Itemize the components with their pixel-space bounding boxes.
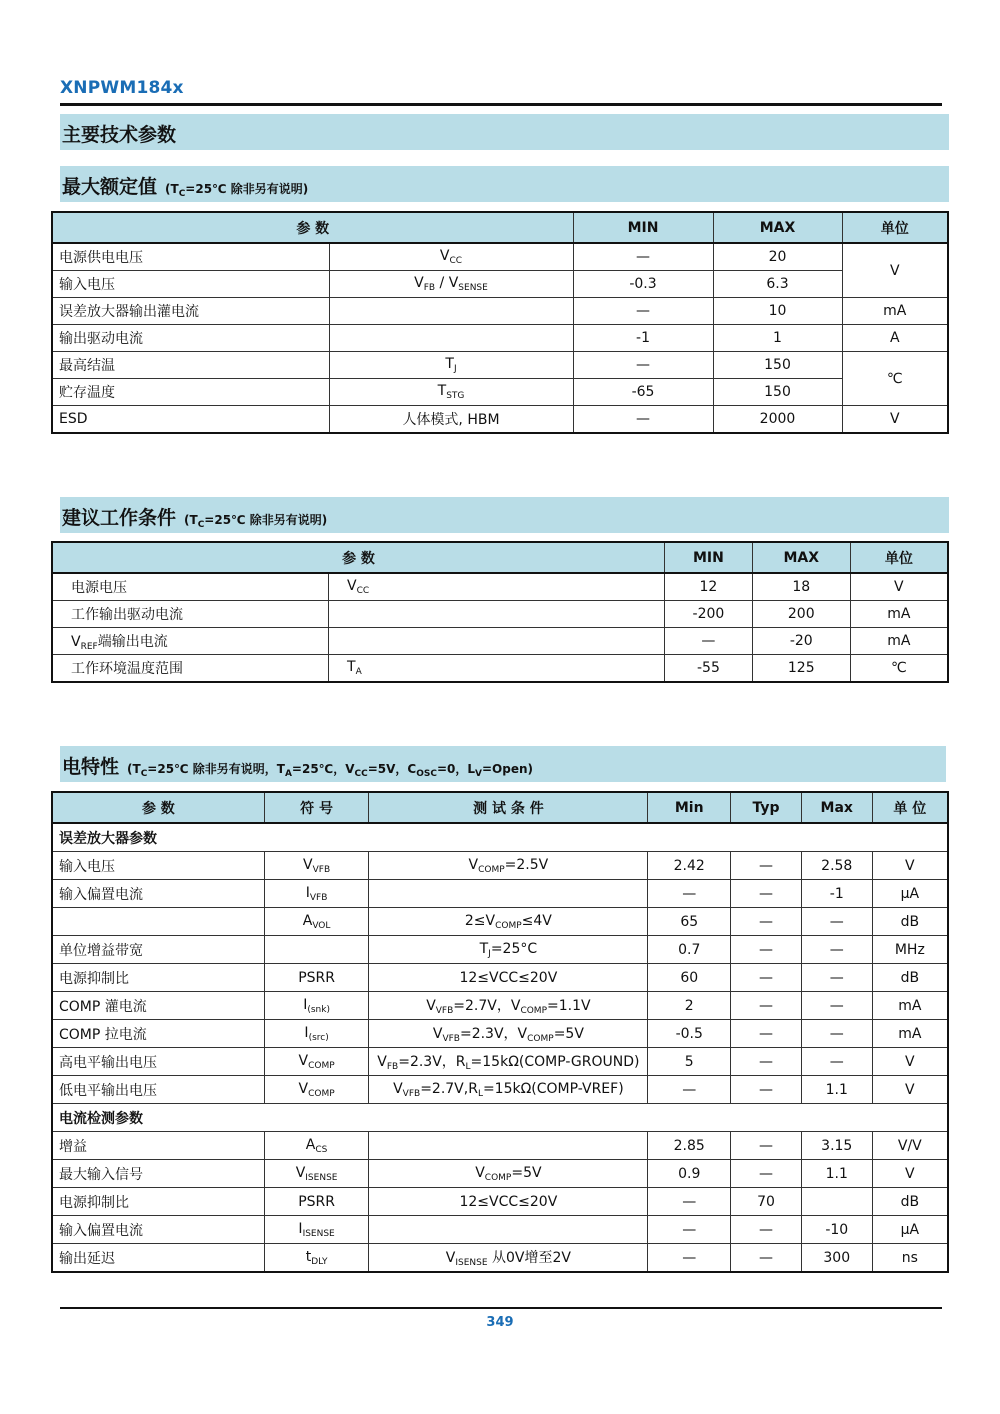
unit-value: mA xyxy=(850,628,948,655)
page-number: 349 xyxy=(486,1315,514,1330)
min-value: 0.7 xyxy=(648,936,731,964)
param-symbol: $V_{CC}$ xyxy=(329,243,573,271)
test-condition xyxy=(369,1132,648,1160)
table-row xyxy=(52,379,948,406)
param-name: $V_{REF}$端输出电流 xyxy=(52,628,329,655)
unit-value: ℃ xyxy=(842,352,948,406)
typ-value: — xyxy=(731,1216,802,1244)
min-value: -55 xyxy=(665,655,753,683)
typ-value: — xyxy=(731,1132,802,1160)
table-row xyxy=(52,1244,948,1273)
param-name: 低电平输出电压 xyxy=(52,1076,264,1104)
param-symbol xyxy=(329,628,665,655)
param-symbol: $V_{COMP}$ xyxy=(264,1076,369,1104)
unit-value: A xyxy=(842,325,948,352)
unit-value: V/V xyxy=(872,1132,948,1160)
typ-value: — xyxy=(731,1048,802,1076)
param-symbol: $T_A$ xyxy=(329,655,665,683)
max-value: — xyxy=(801,1020,872,1048)
col-header-max: Max xyxy=(801,792,872,823)
typ-value: — xyxy=(731,992,802,1020)
typ-value: — xyxy=(731,852,802,880)
test-condition: 12≤VCC≤20V xyxy=(369,1188,648,1216)
test-condition: 12≤VCC≤20V xyxy=(369,964,648,992)
table-row xyxy=(52,880,948,908)
param-name: 输入电压 xyxy=(52,852,264,880)
param-name xyxy=(52,908,264,936)
table-row xyxy=(52,936,948,964)
max-value: 150 xyxy=(713,352,842,379)
main-heading-band xyxy=(60,114,949,150)
param-name: 电源抑制比 xyxy=(52,964,264,992)
max-value: 1.1 xyxy=(801,1160,872,1188)
unit-value: V xyxy=(872,1048,948,1076)
param-symbol xyxy=(264,936,369,964)
min-value: 60 xyxy=(648,964,731,992)
rec-op-condition: ($T_C=25℃$ 除非另有说明) xyxy=(184,513,328,530)
table-row xyxy=(52,628,948,655)
test-condition: $V_{VFB}=2.7V,R_L=15k\Omega(COMP-VREF)$ xyxy=(369,1076,648,1104)
param-name: 输入偏置电流 xyxy=(52,880,264,908)
table-row xyxy=(52,1160,948,1188)
unit-value: MHz xyxy=(872,936,948,964)
param-symbol: $I_{(src)}$ xyxy=(264,1020,369,1048)
typ-value: — xyxy=(731,964,802,992)
param-name: 增益 xyxy=(52,1132,264,1160)
param-symbol: PSRR xyxy=(264,964,369,992)
table-row xyxy=(52,1132,948,1160)
unit-value: mA xyxy=(872,992,948,1020)
max-value: — xyxy=(801,992,872,1020)
param-name: 输出驱动电流 xyxy=(52,325,329,352)
col-header-max: MAX xyxy=(713,212,842,243)
col-header-condition: 测 试 条 件 xyxy=(369,792,648,823)
unit-value: μA xyxy=(872,1216,948,1244)
typ-value: — xyxy=(731,908,802,936)
table-row xyxy=(52,964,948,992)
param-name: 最大输入信号 xyxy=(52,1160,264,1188)
typ-value: — xyxy=(731,1244,802,1273)
max-value: -1 xyxy=(801,880,872,908)
unit-value: V xyxy=(842,243,948,298)
param-symbol: 人体模式, HBM xyxy=(329,406,573,434)
min-value: 0.9 xyxy=(648,1160,731,1188)
param-symbol xyxy=(329,298,573,325)
elec-condition: ($T_C=25℃$ 除非另有说明，$T_A=25℃$，$V_{CC}=5V$，$C_{OSC}=0$，$L_V=Open$) xyxy=(127,762,534,779)
col-header-min: Min xyxy=(648,792,731,823)
min-value: — xyxy=(648,880,731,908)
param-symbol: $A_{VOL}$ xyxy=(264,908,369,936)
unit-value: ℃ xyxy=(850,655,948,683)
param-symbol: $t_{DLY}$ xyxy=(264,1244,369,1273)
col-header-min: MIN xyxy=(573,212,713,243)
unit-value: V xyxy=(872,1076,948,1104)
col-header-param: 参 数 xyxy=(52,792,264,823)
max-value xyxy=(801,1188,872,1216)
param-symbol: $I_{ISENSE}$ xyxy=(264,1216,369,1244)
section-row-current-sense xyxy=(52,1104,948,1132)
min-value: 12 xyxy=(665,573,753,601)
typ-value: 70 xyxy=(731,1188,802,1216)
unit-value: dB xyxy=(872,908,948,936)
max-value: 6.3 xyxy=(713,271,842,298)
unit-value: V xyxy=(872,1160,948,1188)
param-symbol: $V_{CC}$ xyxy=(329,573,665,601)
table-row xyxy=(52,1216,948,1244)
rec-op-band xyxy=(60,497,949,533)
param-name: 工作输出驱动电流 xyxy=(52,601,329,628)
min-value: -65 xyxy=(573,379,713,406)
unit-value: V xyxy=(872,852,948,880)
max-value: 200 xyxy=(752,601,850,628)
unit-value: dB xyxy=(872,1188,948,1216)
min-value: 2 xyxy=(648,992,731,1020)
test-condition: $V_{FB}=2.3V$，$R_L=15k\Omega(COMP-GROUND)$ xyxy=(369,1048,648,1076)
test-condition xyxy=(369,880,648,908)
main-heading: 主要技术参数 xyxy=(62,124,177,146)
min-value: — xyxy=(573,352,713,379)
col-header-typ: Typ xyxy=(731,792,802,823)
param-symbol: $I_{(snk)}$ xyxy=(264,992,369,1020)
unit-value: ns xyxy=(872,1244,948,1273)
table-row xyxy=(52,271,948,298)
col-header-param: 参 数 xyxy=(52,212,573,243)
col-header-unit: 单位 xyxy=(850,542,948,573)
param-symbol: $T_{STG}$ xyxy=(329,379,573,406)
param-symbol: $T_J$ xyxy=(329,352,573,379)
max-value: -10 xyxy=(801,1216,872,1244)
param-symbol: $A_{CS}$ xyxy=(264,1132,369,1160)
table-row xyxy=(52,655,948,683)
col-header-symbol: 符 号 xyxy=(264,792,369,823)
max-value: 2.58 xyxy=(801,852,872,880)
max-value: 125 xyxy=(752,655,850,683)
max-value: 1.1 xyxy=(801,1076,872,1104)
param-name: 工作环境温度范围 xyxy=(52,655,329,683)
max-value: 300 xyxy=(801,1244,872,1273)
table-row xyxy=(52,298,948,325)
rec-op-heading: 建议工作条件 ($T_C=25℃$ 除非另有说明) xyxy=(62,507,328,530)
footer-rule xyxy=(60,1307,942,1309)
table-row xyxy=(52,325,948,352)
elec-table xyxy=(51,791,949,1273)
table-row xyxy=(52,1020,948,1048)
param-symbol: $V_{VFB}$ xyxy=(264,852,369,880)
section-title: 误差放大器参数 xyxy=(52,823,948,852)
min-value: -1 xyxy=(573,325,713,352)
table-header-row xyxy=(52,212,948,243)
typ-value: — xyxy=(731,1160,802,1188)
table-header-row xyxy=(52,542,948,573)
max-value: 1 xyxy=(713,325,842,352)
max-value: -20 xyxy=(752,628,850,655)
param-name: 输出延迟 xyxy=(52,1244,264,1273)
abs-max-band xyxy=(60,166,949,202)
param-name: 电源电压 xyxy=(52,573,329,601)
param-name: 电源供电电压 xyxy=(52,243,329,271)
document-title: XNPWM184x xyxy=(60,78,184,98)
test-condition: $2\le V_{COMP}\le 4V$ xyxy=(369,908,648,936)
table-row xyxy=(52,992,948,1020)
min-value: — xyxy=(648,1188,731,1216)
max-value: 3.15 xyxy=(801,1132,872,1160)
param-symbol: $I_{VFB}$ xyxy=(264,880,369,908)
unit-value: mA xyxy=(850,601,948,628)
max-value: — xyxy=(801,1048,872,1076)
min-value: 2.85 xyxy=(648,1132,731,1160)
min-value: -200 xyxy=(665,601,753,628)
param-name: ESD xyxy=(52,406,329,434)
table-row xyxy=(52,1048,948,1076)
typ-value: — xyxy=(731,1020,802,1048)
param-name: 单位增益带宽 xyxy=(52,936,264,964)
param-name: 误差放大器输出灌电流 xyxy=(52,298,329,325)
max-value: — xyxy=(801,936,872,964)
rec-op-table xyxy=(51,541,949,683)
table-row xyxy=(52,601,948,628)
unit-value: V xyxy=(850,573,948,601)
col-header-param: 参 数 xyxy=(52,542,665,573)
min-value: 65 xyxy=(648,908,731,936)
test-condition: $V_{ISENSE}$ 从0V增至2V xyxy=(369,1244,648,1273)
min-value: — xyxy=(573,243,713,271)
param-symbol: $V_{FB} / V_{SENSE}$ xyxy=(329,271,573,298)
table-row xyxy=(52,1188,948,1216)
max-value: — xyxy=(801,964,872,992)
param-name: 输入电压 xyxy=(52,271,329,298)
typ-value: — xyxy=(731,880,802,908)
min-value: 5 xyxy=(648,1048,731,1076)
unit-value: mA xyxy=(872,1020,948,1048)
typ-value: — xyxy=(731,1076,802,1104)
min-value: — xyxy=(648,1216,731,1244)
min-value: — xyxy=(573,298,713,325)
test-condition: $V_{COMP}=5V$ xyxy=(369,1160,648,1188)
param-symbol: $V_{COMP}$ xyxy=(264,1048,369,1076)
unit-value: dB xyxy=(872,964,948,992)
min-value: — xyxy=(665,628,753,655)
max-value: 18 xyxy=(752,573,850,601)
col-header-unit: 单位 xyxy=(842,212,948,243)
test-condition: $T_J=25^\circ C$ xyxy=(369,936,648,964)
param-name: COMP 灌电流 xyxy=(52,992,264,1020)
min-value: -0.5 xyxy=(648,1020,731,1048)
param-name: 输入偏置电流 xyxy=(52,1216,264,1244)
min-value: -0.3 xyxy=(573,271,713,298)
elec-band xyxy=(60,746,946,782)
max-value: 20 xyxy=(713,243,842,271)
param-symbol: $V_{ISENSE}$ xyxy=(264,1160,369,1188)
unit-value: μA xyxy=(872,880,948,908)
col-header-unit: 单 位 xyxy=(872,792,948,823)
max-value: 10 xyxy=(713,298,842,325)
col-header-min: MIN xyxy=(665,542,753,573)
section-row-error-amp xyxy=(52,823,948,852)
max-value: 150 xyxy=(713,379,842,406)
min-value: — xyxy=(573,406,713,434)
param-symbol xyxy=(329,325,573,352)
min-value: — xyxy=(648,1244,731,1273)
param-name: 贮存温度 xyxy=(52,379,329,406)
param-symbol: PSRR xyxy=(264,1188,369,1216)
param-name: COMP 拉电流 xyxy=(52,1020,264,1048)
min-value: 2.42 xyxy=(648,852,731,880)
table-row xyxy=(52,1076,948,1104)
param-symbol xyxy=(329,601,665,628)
test-condition: $V_{VFB}=2.7V$，$V_{COMP}=1.1V$ xyxy=(369,992,648,1020)
unit-value: V xyxy=(842,406,948,434)
table-row xyxy=(52,352,948,379)
table-row xyxy=(52,852,948,880)
col-header-max: MAX xyxy=(752,542,850,573)
param-name: 最高结温 xyxy=(52,352,329,379)
test-condition: $V_{VFB}=2.3V$，$V_{COMP}=5V$ xyxy=(369,1020,648,1048)
table-row xyxy=(52,908,948,936)
abs-max-table xyxy=(51,211,949,434)
header-rule xyxy=(60,103,942,106)
table-row xyxy=(52,243,948,271)
max-value: — xyxy=(801,908,872,936)
test-condition xyxy=(369,1216,648,1244)
min-value: — xyxy=(648,1076,731,1104)
elec-heading: 电特性 ($T_C=25℃$ 除非另有说明，$T_A=25℃$，$V_{CC}=5V$，$C_{OSC}=0$，$L_V=Open$) xyxy=(62,756,534,779)
table-header-row xyxy=(52,792,948,823)
table-row xyxy=(52,573,948,601)
unit-value: mA xyxy=(842,298,948,325)
table-row xyxy=(52,406,948,434)
abs-max-condition: ($T_C=25℃$ 除非另有说明) xyxy=(165,182,309,199)
typ-value: — xyxy=(731,936,802,964)
param-name: 高电平输出电压 xyxy=(52,1048,264,1076)
test-condition: $V_{COMP}=2.5V$ xyxy=(369,852,648,880)
section-title: 电流检测参数 xyxy=(52,1104,948,1132)
max-value: 2000 xyxy=(713,406,842,434)
param-name: 电源抑制比 xyxy=(52,1188,264,1216)
abs-max-heading: 最大额定值 ($T_C=25℃$ 除非另有说明) xyxy=(62,176,309,199)
